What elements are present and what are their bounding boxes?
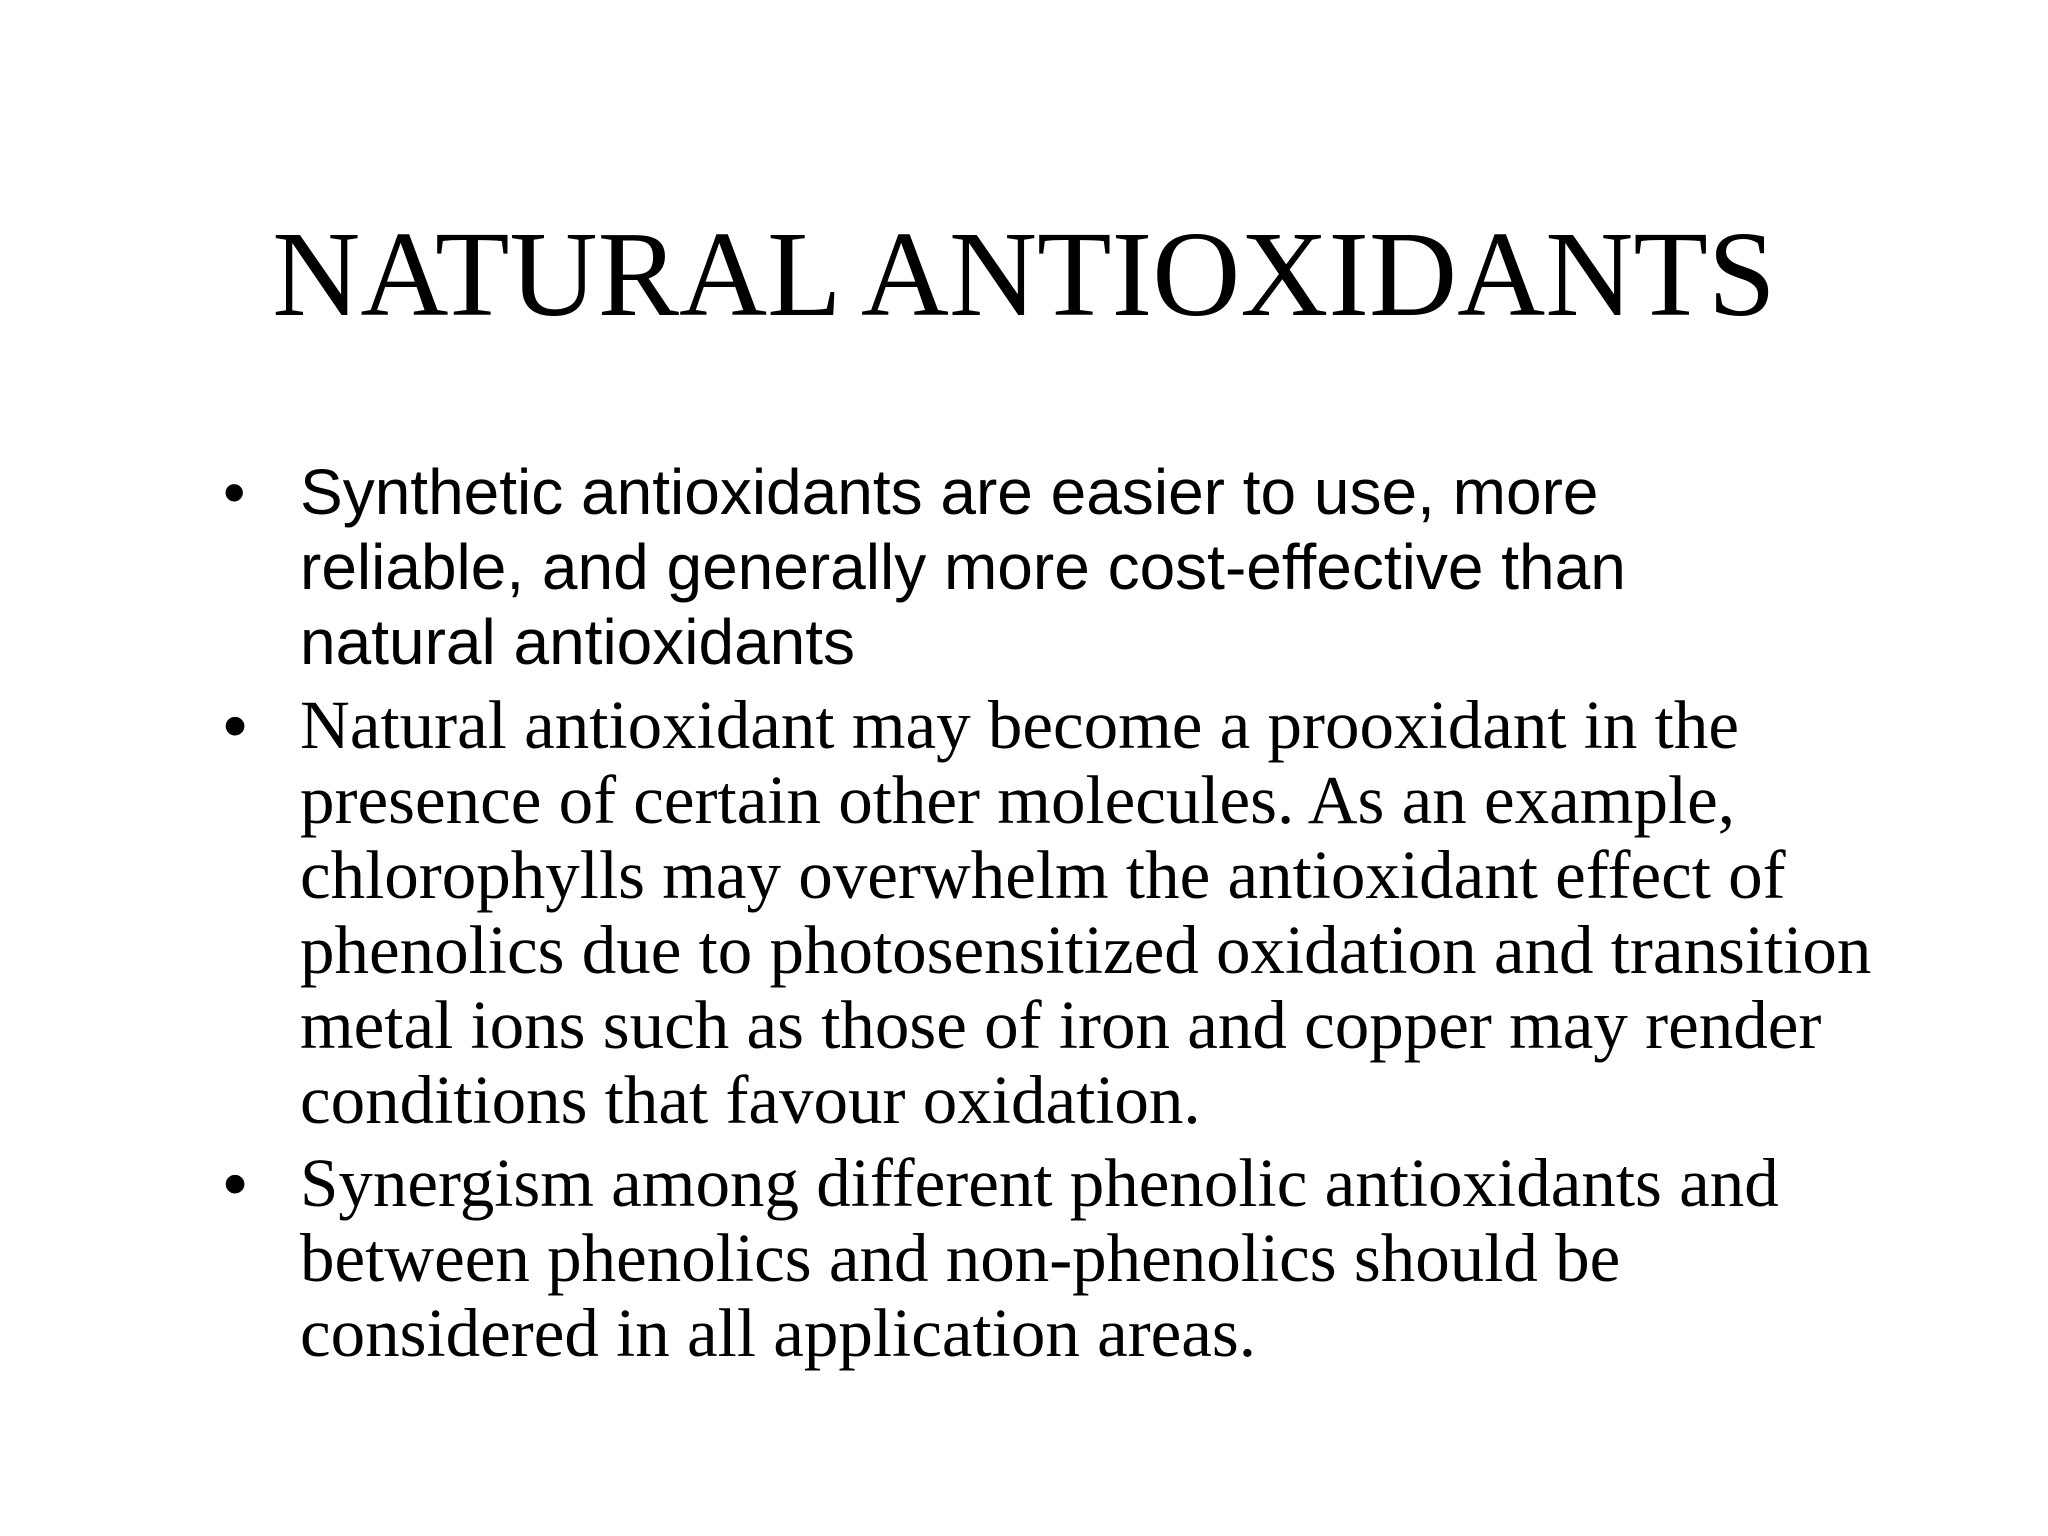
bullet-item (215, 455, 1915, 680)
bullet-line: conditions that favour oxidation. (300, 1062, 1201, 1138)
bullet-text (300, 455, 1915, 680)
bullet-list (215, 455, 1915, 1379)
bullet-line: considered in all application areas. (300, 1295, 1257, 1371)
bullet-line: Natural antioxidant may become a prooxidant in the (300, 687, 1739, 763)
slide-title: NATURAL ANTIOXIDANTS (272, 207, 1776, 342)
bullet-line: between phenolics and non-phenolics should be (300, 1220, 1621, 1296)
bullet-line: Synthetic antioxidants are easier to use, more (300, 456, 1599, 528)
bullet-dot-icon: • (223, 1145, 248, 1222)
bullet-item (215, 688, 1915, 1138)
bullet-text (300, 1146, 1915, 1371)
bullet-dot-icon: • (223, 456, 246, 528)
bullet-line: chlorophylls may overwhelm the antioxidant effect of (300, 837, 1786, 913)
bullet-line: natural antioxidants (300, 606, 856, 678)
bullet-text (300, 688, 1915, 1138)
bullet-line: presence of certain other molecules. As an example, (300, 762, 1735, 838)
bullet-dot-icon: • (223, 687, 248, 764)
bullet-line: reliable, and generally more cost-effective than (300, 531, 1626, 603)
bullet-item (215, 1146, 1915, 1371)
bullet-line: phenolics due to photosensitized oxidation and transition (300, 912, 1872, 988)
bullet-line: metal ions such as those of iron and copper may render (300, 987, 1822, 1063)
bullet-line: Synergism among different phenolic antioxidants and (300, 1145, 1779, 1221)
